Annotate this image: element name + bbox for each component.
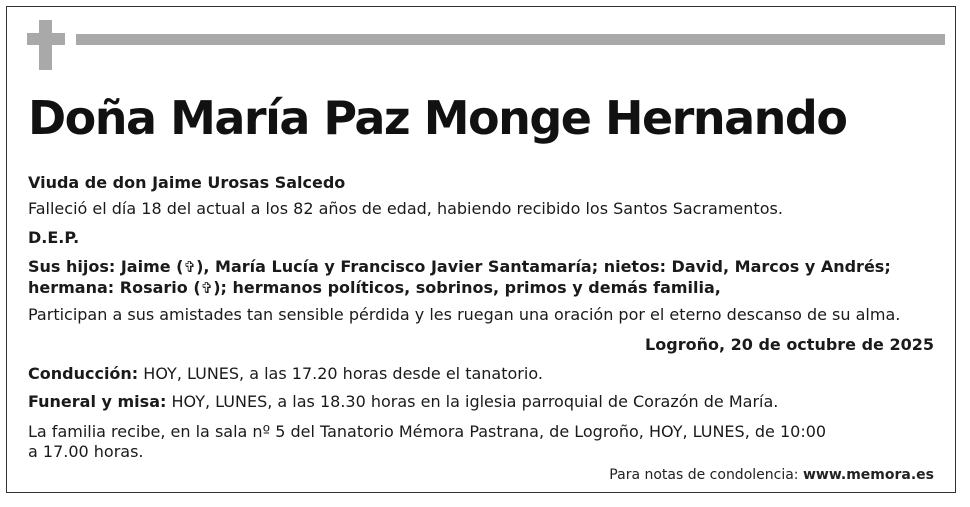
header-rule [76,34,945,45]
family-text: ), María Lucía y Francisco Javier Santamaría; nietos: David, Marcos y Andrés; [196,257,891,276]
obituary-card [6,6,956,493]
cross-icon [39,20,52,70]
condolence-label: Para notas de condolencia: [609,467,803,483]
funeral-label: Funeral y misa: [28,392,167,411]
family-text: hermana: Rosario ( [28,278,201,297]
death-notice: Falleció el día 18 del actual a los 82 años de edad, habiendo recibido los Santos Sacramentos. [28,199,783,218]
cross-glyph-icon: ✞ [200,279,214,297]
family-line-2 [28,278,721,298]
family-text: ); hermanos políticos, sobrinos, primos y demás familia, [213,278,721,297]
rip-label: D.E.P. [28,228,80,247]
place-date: Logroño, 20 de octubre de 2025 [645,335,934,354]
conduccion-line [28,364,543,384]
cross-icon-arm [27,33,65,45]
funeral-line [28,392,778,412]
website-link[interactable]: www.memora.es [802,467,934,483]
conduccion-label: Conducción: [28,364,139,383]
reception-line-2: a 17.00 horas. [28,442,144,461]
prayer-request: Participan a sus amistades tan sensible pérdida y les ruegan una oración por el eterno descanso de su alma. [28,305,901,324]
cross-glyph-icon: ✞ [183,258,197,276]
funeral-text: HOY, LUNES, a las 18.30 horas en la iglesia parroquial de Corazón de María. [166,392,779,411]
family-text: Sus hijos: Jaime ( [28,257,184,276]
condolence-footer [609,465,934,485]
deceased-name: Doña María Paz Monge Hernando [28,91,847,145]
widow-line: Viuda de don Jaime Urosas Salcedo [28,173,346,192]
family-line-1 [28,257,891,277]
reception-line-1: La familia recibe, en la sala nº 5 del Tanatorio Mémora Pastrana, de Logroño, HOY, LUNES, de 10:00 [28,422,827,441]
conduccion-text: HOY, LUNES, a las 17.20 horas desde el tanatorio. [138,364,543,383]
